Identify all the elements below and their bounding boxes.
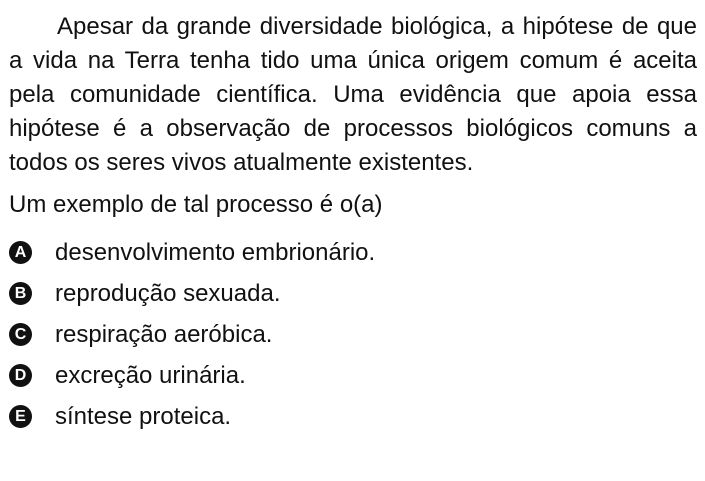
option-e-text: síntese proteica. bbox=[55, 402, 232, 430]
option-e-letter-icon: E bbox=[9, 405, 32, 428]
answer-options bbox=[9, 232, 697, 437]
question-stem: Apesar da grande diversidade biológica, a hipótese de que a vida na Terra tenha tido uma única origem comum é aceita pela comunidade científica. Uma evidência que apoia essa hipótese é a observação de processos biológicos comuns a todos os seres vivos atualmente existentes. bbox=[9, 13, 697, 176]
option-d-letter-icon: D bbox=[9, 364, 32, 387]
option-b[interactable] bbox=[9, 273, 697, 314]
option-a[interactable] bbox=[9, 232, 697, 273]
option-c-text: respiração aeróbica. bbox=[55, 320, 273, 348]
option-d-text: excreção urinária. bbox=[55, 361, 246, 389]
option-d[interactable] bbox=[9, 355, 697, 396]
option-b-letter-icon: B bbox=[9, 282, 32, 305]
option-b-text: reprodução sexuada. bbox=[55, 279, 281, 307]
question-block bbox=[9, 10, 697, 437]
question-prompt: Um exemplo de tal processo é o(a) bbox=[9, 191, 383, 218]
option-e[interactable] bbox=[9, 396, 697, 437]
option-a-letter-icon: A bbox=[9, 241, 32, 264]
option-c[interactable] bbox=[9, 314, 697, 355]
option-a-text: desenvolvimento embrionário. bbox=[55, 238, 376, 266]
option-c-letter-icon: C bbox=[9, 323, 32, 346]
